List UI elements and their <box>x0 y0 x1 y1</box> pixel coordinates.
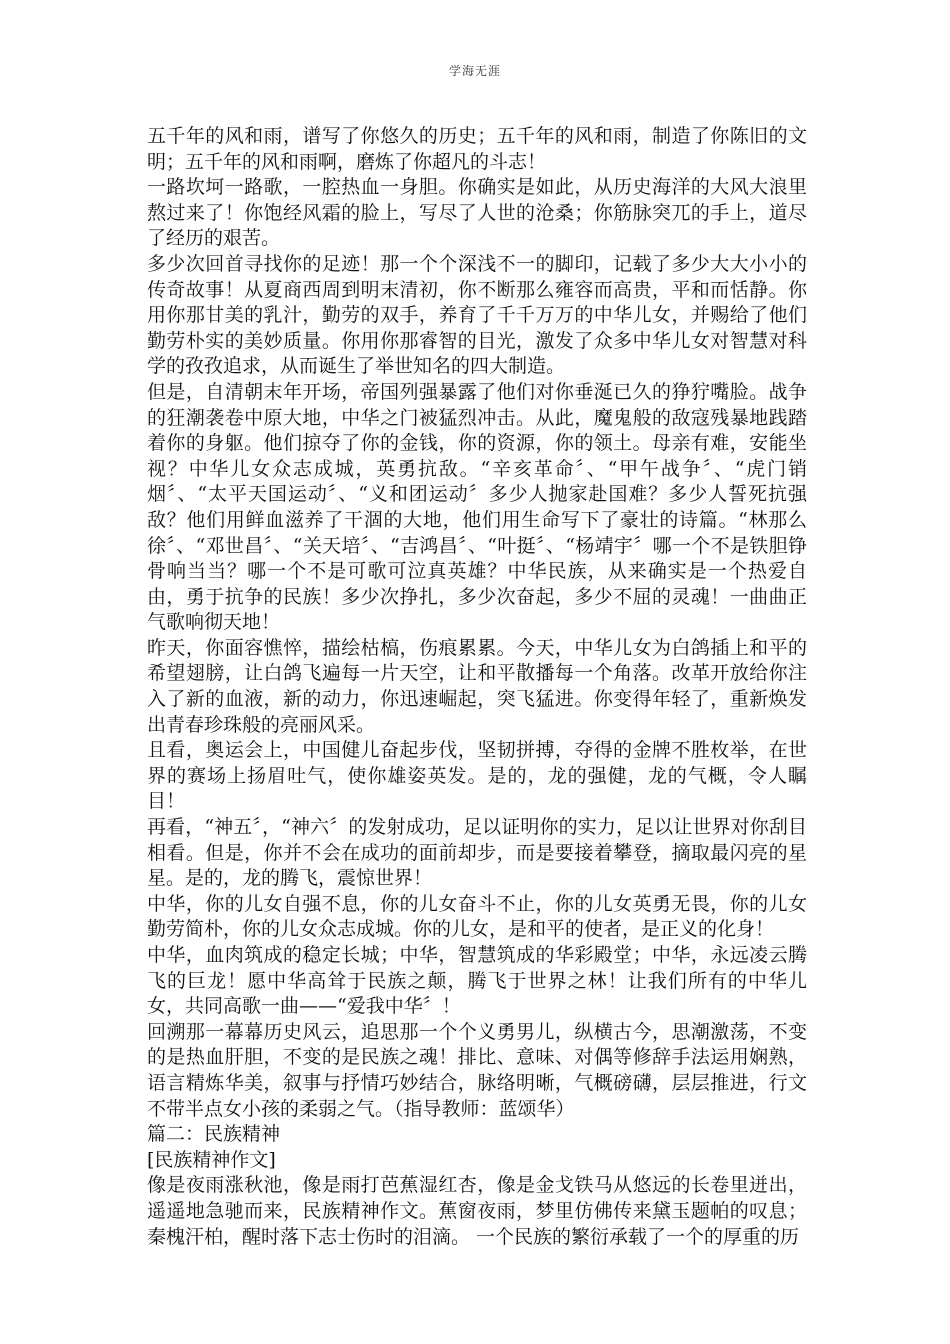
paragraph-9: 中华，血肉筑成的稳定长城；中华，智慧筑成的华彩殿堂；中华，永远凌云腾飞的巨龙！愿中华高耸于民族之颠，腾飞于世界之林！让我们所有的中华儿女，共同高歌一曲——“爱我中华〞！ <box>147 944 807 1018</box>
paragraph-2: 一路坎坷一路歌，一腔热血一身胆。你确实是如此，从历史海洋的大风大浪里熬过来了！你饱经风霜的脸上，写尽了人世的沧桑；你筋脉突兀的手上，道尽了经历的艰苦。 <box>147 176 807 250</box>
paragraph-13: 像是夜雨涨秋池，像是雨打芭蕉湿红杏，像是金戈铁马从悠远的长卷里迸出，遥遥地急驰而来，民族精神作文。蕉窗夜雨，梦里仿佛传来黛玉题帕的叹息；秦槐汗柏，醒时落下志士伤时的泪滴。 一个民族的繁衍承载了一个的厚重的历 <box>147 1174 807 1248</box>
section-heading: 篇二：民族精神 <box>147 1123 281 1146</box>
paragraph-5: 昨天，你面容憔悴，描绘枯槁，伤痕累累。今天，中华儿女为白鸽插上和平的希望翅膀，让白鸽飞遍每一片天空，让和平散播每一个角落。改革开放给你注入了新的血液，新的动力，你迅速崛起，突飞猛进。你变得年轻了，重新焕发出青春珍珠般的亮丽风采。 <box>147 636 807 736</box>
page-header: 学海无涯 <box>448 64 501 78</box>
paragraph-10: 回溯那一幕幕历史风云，追思那一个个义勇男儿，纵横古今，思潮激荡，不变的是热血肝胆，不变的是民族之魂！排比、意味、对偶等修辞手法运用娴熟，语言精炼华美，叙事与抒情巧妙结合，脉络明晰，气概磅礴，层层推进，行文不带半点女小孩的柔弱之气。（指导教师：蓝颂华） <box>147 1020 807 1120</box>
document-body <box>147 124 807 1250</box>
paragraph-7: 再看，“神五〞，“神六〞的发射成功，足以证明你的实力，足以让世界对你刮目相看。但是，你并不会在成功的面前却步，而是要接着攀登，摘取最闪亮的星星。是的，龙的腾飞，震惊世界！ <box>147 816 807 890</box>
paragraph-1: 五千年的风和雨，谱写了你悠久的历史；五千年的风和雨，制造了你陈旧的文明；五千年的风和雨啊，磨炼了你超凡的斗志！ <box>147 125 807 173</box>
paragraph-4: 但是，自清朝末年开场，帝国列强暴露了他们对你垂涎已久的狰狞嘴脸。战争的狂潮袭卷中原大地，中华之门被猛烈冲击。从此，魔鬼般的敌寇残暴地践踏着你的身躯。他们掠夺了你的金钱，你的资源，你的领土。母亲有难，安能坐视？中华儿女众志成城，英勇抗敌。“辛亥革命〞、“甲午战争〞、“虎门销烟〞、“太平天国运动〞、“义和团运动〞多少人抛家赴国难？多少人誓死抗强敌？他们用鲜血滋养了干涸的大地，他们用生命写下了豪壮的诗篇。“林那么徐〞、“邓世昌〞、“关天培〞、“吉鸿昌〞、“叶挺〞、“杨靖宇〞哪一个不是铁胆铮骨响当当？哪一个不是可歌可泣真英雄？中华民族，从来确实是一个热爱自由，勇于抗争的民族！多少次挣扎，多少次奋起，多少不屈的灵魂！一曲曲正气歌响彻天地！ <box>147 380 807 634</box>
paragraph-6: 且看，奥运会上，中国健儿奋起步伐，坚韧拼搏，夺得的金牌不胜枚举，在世界的赛场上扬眉吐气，使你雄姿英发。是的，龙的强健，龙的气概，令人瞩目！ <box>147 739 807 813</box>
paragraph-3: 多少次回首寻找你的足迹！那一个个深浅不一的脚印，记载了多少大大小小的传奇故事！从夏商西周到明末清初，你不断那么雍容而高贵，平和而恬静。你用你那甘美的乳汁，勤劳的双手，养育了千千万万的中华儿女，并赐给了他们勤劳朴实的美妙质量。你用你那睿智的目光，激发了众多中华儿女对智慧对科学的孜孜追求，从而诞生了举世知名的四大制造。 <box>147 252 807 378</box>
section-subheading: [民族精神作文] <box>147 1148 276 1171</box>
paragraph-8: 中华，你的儿女自强不息，你的儿女奋斗不止，你的儿女英勇无畏，你的儿女勤劳简朴，你的儿女众志成城。你的儿女，是和平的使者，是正义的化身！ <box>147 892 807 941</box>
